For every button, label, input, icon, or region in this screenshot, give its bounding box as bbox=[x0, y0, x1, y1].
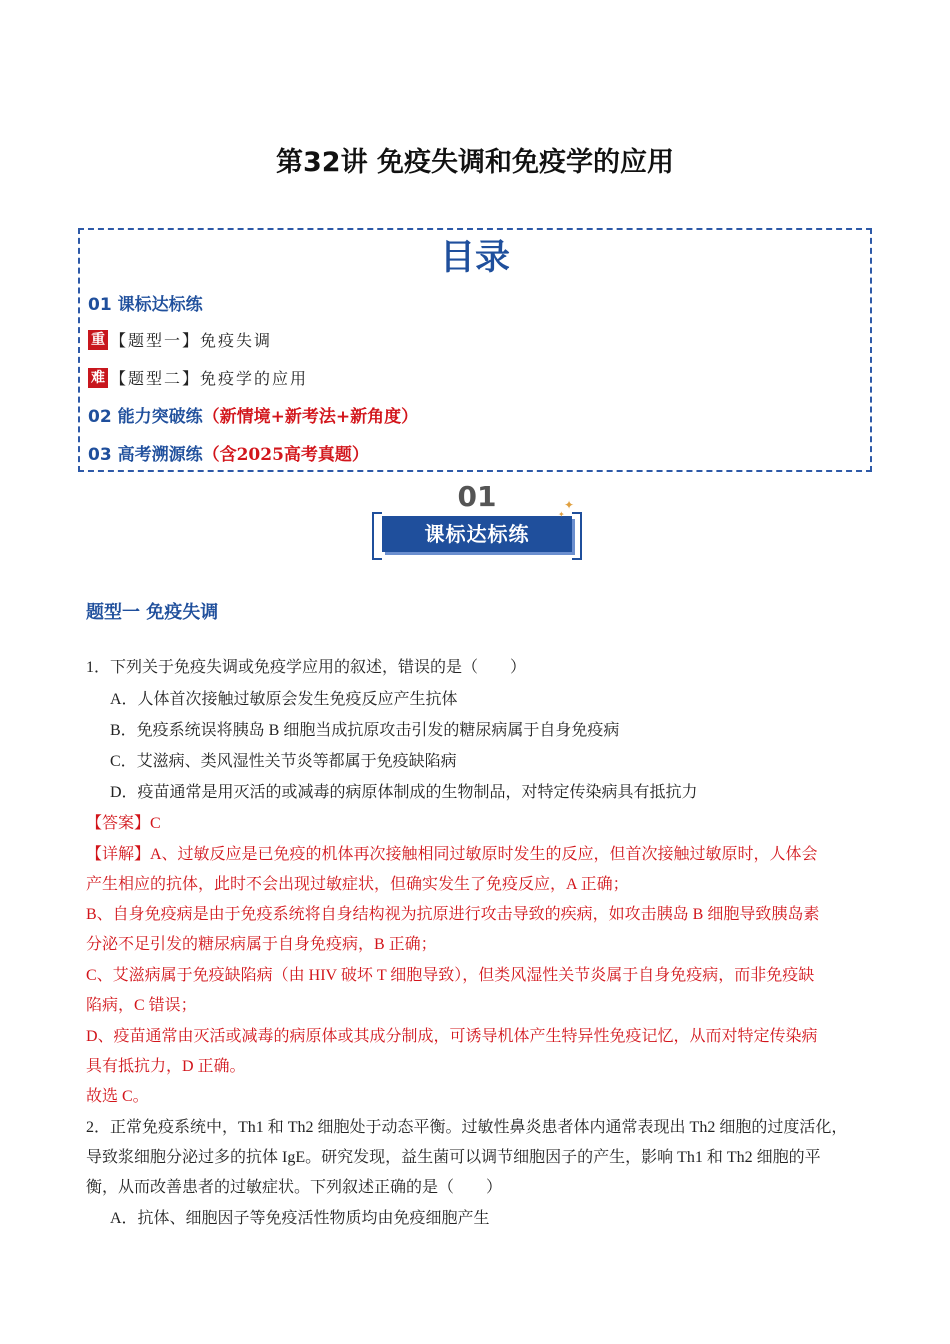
explanation-conclusion: 故选 C。 bbox=[86, 1088, 149, 1105]
explanation-line: 分泌不足引发的糖尿病属于自身免疫病，B 正确； bbox=[86, 936, 437, 953]
question-2-stem-line: 2．正常免疫系统中，Th1 和 Th2 细胞处于动态平衡。过敏性鼻炎患者体内通常表现出 Th2 细胞的过度活化， bbox=[86, 1119, 848, 1136]
sparkle-small-icon: ✦ bbox=[558, 510, 565, 519]
question-1-option-b: B．免疫系统误将胰岛 B 细胞当成抗原攻击引发的糖尿病属于自身免疫病 bbox=[110, 722, 620, 739]
toc-item-2 bbox=[88, 366, 308, 389]
toc-section-3 bbox=[88, 440, 369, 465]
difficulty-badge: 难 bbox=[88, 368, 108, 388]
question-type-heading: 题型一 免疫失调 bbox=[86, 602, 219, 623]
sparkle-icon: ✦ bbox=[564, 498, 575, 512]
emphasis-badge: 重 bbox=[88, 330, 108, 350]
question-1-stem: 1．下列关于免疫失调或免疫学应用的叙述，错误的是（ ） bbox=[86, 659, 527, 676]
table-of-contents bbox=[78, 228, 872, 472]
question-2-stem-line: 衡，从而改善患者的过敏症状。下列叙述正确的是（ ） bbox=[86, 1179, 503, 1196]
explanation-line: C、艾滋病属于免疫缺陷病（由 HIV 破坏 T 细胞导致），但类风湿性关节炎属于自身免疫病，而非免疫缺 bbox=[86, 967, 815, 984]
toc-item-1-label: 【题型一】免疫失调 bbox=[110, 333, 273, 350]
toc-section-1: 01 课标达标练 bbox=[88, 295, 203, 315]
section-banner bbox=[372, 480, 582, 560]
explanation-line: 【详解】A、过敏反应是已免疫的机体再次接触相同过敏原时发生的反应，但首次接触过敏原时，人体会 bbox=[86, 846, 818, 863]
toc-section-2-label: 02 能力突破练 bbox=[88, 407, 203, 427]
question-1-option-c: C．艾滋病、类风湿性关节炎等都属于免疫缺陷病 bbox=[110, 753, 457, 770]
banner-label: 课标达标练 bbox=[382, 516, 572, 552]
toc-item-1 bbox=[88, 328, 272, 351]
toc-section-2 bbox=[88, 402, 418, 427]
toc-section-3-label: 03 高考溯源练 bbox=[88, 445, 203, 465]
question-1-answer: 【答案】C bbox=[86, 815, 161, 832]
banner-number: 01 bbox=[457, 480, 497, 513]
explanation-line: 陷病，C 错误； bbox=[86, 997, 197, 1014]
question-2-option-a: A．抗体、细胞因子等免疫活性物质均由免疫细胞产生 bbox=[110, 1210, 490, 1227]
question-2-stem-line: 导致浆细胞分泌过多的抗体 IgE。研究发现，益生菌可以调节细胞因子的产生，影响 Th1 和 Th2 细胞的平 bbox=[86, 1149, 821, 1166]
explanation-line: B、自身免疫病是由于免疫系统将自身结构视为抗原进行攻击导致的疾病，如攻击胰岛 B 细胞导致胰岛素 bbox=[86, 906, 820, 923]
question-1-option-d: D．疫苗通常是用灭活的或减毒的病原体制成的生物制品，对特定传染病具有抵抗力 bbox=[110, 784, 698, 801]
question-1-option-a: A．人体首次接触过敏原会发生免疫反应产生抗体 bbox=[110, 691, 458, 708]
toc-section-2-note: （新情境+新考法+新角度） bbox=[202, 407, 419, 427]
explanation-line: D、疫苗通常由灭活或减毒的病原体或其成分制成，可诱导机体产生特异性免疫记忆，从而对特定传染病 bbox=[86, 1028, 818, 1045]
toc-heading: 目录 bbox=[439, 238, 510, 278]
toc-item-2-label: 【题型二】免疫学的应用 bbox=[110, 371, 309, 388]
bracket-left-icon bbox=[372, 512, 382, 560]
explanation-line: 产生相应的抗体，此时不会出现过敏症状，但确实发生了免疫反应，A 正确； bbox=[86, 876, 629, 893]
bracket-right-icon bbox=[572, 512, 582, 560]
toc-section-3-note: （含2025高考真题） bbox=[202, 445, 369, 465]
explanation-line: 具有抵抗力，D 正确。 bbox=[86, 1058, 246, 1075]
page-title: 第32讲 免疫失调和免疫学的应用 bbox=[276, 147, 674, 178]
